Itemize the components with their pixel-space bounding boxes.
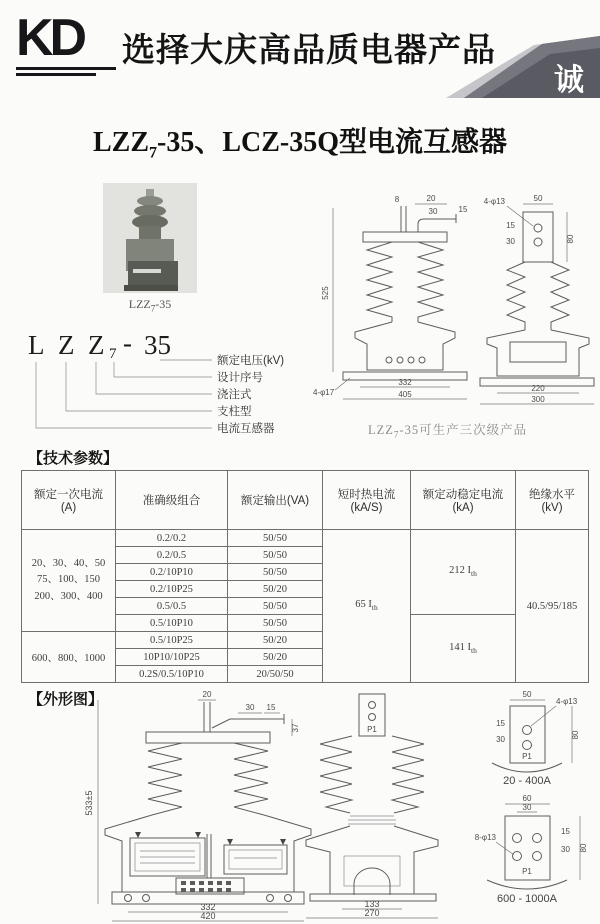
- designation-label-voltage: 额定电压(kV): [217, 355, 285, 367]
- terminal-strip-marks: [181, 881, 231, 892]
- dim-term-8d13: 8-φ13: [474, 833, 496, 842]
- designation-label-series: 设计序号: [217, 372, 263, 384]
- dim-term-l30top: 30: [522, 803, 532, 812]
- primary-group1-line1: 20、30、40、50: [31, 558, 106, 570]
- output-cell: 50/20: [228, 649, 323, 666]
- designation-line-L: [36, 362, 212, 428]
- dim-50: 50: [533, 194, 543, 203]
- dim-8: 8: [394, 195, 400, 204]
- side-terminal-label: P1: [367, 725, 377, 734]
- dim-front-15: 15: [266, 703, 276, 712]
- terminal-small-p1: P1: [522, 752, 532, 761]
- col-primary-current: [22, 471, 116, 530]
- title-model-subscript: 7: [149, 144, 157, 162]
- photo-caption-prefix: LZZ: [128, 297, 151, 311]
- dim-term-50: 50: [522, 690, 532, 699]
- top-drawing-front-view: [313, 194, 468, 399]
- col-accuracy-line1: 准确级组合: [142, 495, 201, 507]
- dim-30-r: 30: [506, 237, 515, 246]
- drw-caption-prefix: LZZ: [368, 423, 394, 437]
- outline-drawings: [0, 688, 600, 924]
- output-cell: 50/50: [228, 547, 323, 564]
- drw-caption-subscript: 7: [393, 429, 400, 440]
- dim-front-30: 30: [245, 703, 255, 712]
- dynamic1-value: 212 I: [449, 565, 472, 577]
- top-drawing-caption: [368, 420, 598, 440]
- outline-heading: 【外形图】: [28, 691, 104, 708]
- designation-label-cast: 浇注式: [217, 389, 252, 401]
- output-cell: 50/50: [228, 564, 323, 581]
- col-thermal: [323, 471, 411, 530]
- banner-character: 诚: [554, 64, 584, 97]
- dynamic2-subscript: th: [471, 646, 477, 656]
- primary-current-group2: 600、800、1000: [22, 632, 116, 683]
- base-bolt-holes: [125, 895, 292, 902]
- model-char-Z1: Z: [58, 330, 75, 360]
- terminal-detail-small: [492, 690, 580, 787]
- col-primary-current-line1: 额定一次电流: [34, 489, 103, 501]
- col-primary-current-line2: (A): [60, 502, 77, 514]
- dynamic-current-cell-1: [411, 530, 516, 615]
- dim-term-s30: 30: [496, 735, 505, 744]
- col-accuracy: [116, 471, 228, 530]
- col-dynamic-line2: (kA): [452, 502, 474, 514]
- thermal-subscript: th: [371, 603, 378, 613]
- dim-side-270: 270: [364, 908, 380, 918]
- top-drawing-side-view: [480, 194, 594, 404]
- terminal-large-caption: 600 - 1000A: [497, 893, 557, 905]
- col-thermal-line1: 短时热电流: [337, 489, 396, 501]
- accuracy-cell: 0.2S/0.5/10P10: [116, 666, 228, 683]
- dim-533: 533±5: [84, 790, 94, 816]
- bolt-markers: [386, 357, 425, 363]
- photo-neck: [139, 226, 161, 240]
- dim-405: 405: [398, 390, 412, 399]
- tech-params-heading: 【技术参数】: [28, 450, 119, 467]
- product-photo: [103, 183, 197, 293]
- corner-banner: [438, 18, 600, 104]
- col-output: [228, 471, 323, 530]
- dim-front-420: 420: [200, 911, 216, 921]
- kd-logo-text: KD: [16, 9, 84, 67]
- dim-holes-4d17: 4-φ17: [313, 388, 335, 397]
- page-title: [0, 120, 600, 163]
- col-insulation: [516, 471, 589, 530]
- dim-term-l80: 80: [579, 843, 588, 853]
- dim-30: 30: [428, 207, 438, 216]
- dim-term-s80: 80: [571, 730, 580, 740]
- col-output-line1: 额定输出(VA): [240, 495, 310, 507]
- col-thermal-line2: (kA/S): [350, 502, 383, 514]
- kd-logo-underline: [16, 67, 116, 76]
- photo-terminal-strip: [133, 269, 161, 273]
- title-model-rest: -35、LCZ-35Q型电流互感器: [157, 127, 508, 158]
- accuracy-cell: 10P10/10P25: [116, 649, 228, 666]
- dim-front-332: 332: [200, 902, 216, 912]
- dim-15-r: 15: [506, 221, 515, 230]
- designation-line-Z1: [66, 362, 212, 411]
- designation-line-7: [114, 362, 212, 377]
- dimension-drawing-top: [305, 190, 600, 416]
- dim-term-l30: 30: [561, 845, 570, 854]
- photo-caption: [100, 297, 200, 313]
- model-char-Z2: Z: [88, 330, 105, 360]
- photo-base-plate: [124, 285, 178, 291]
- col-dynamic: [411, 471, 516, 530]
- model-designation-diagram: [12, 318, 312, 440]
- title-model-prefix: LZZ: [92, 127, 149, 158]
- output-cell: 50/20: [228, 632, 323, 649]
- terminal-detail-large: [475, 794, 588, 905]
- primary-current-group1: [22, 530, 116, 632]
- primary-group1-line3: 200、300、400: [34, 590, 103, 602]
- designation-label-ct: 电流互感器: [217, 423, 275, 435]
- accuracy-cell: 0.5/10P25: [116, 632, 228, 649]
- model-char-7: 7: [109, 346, 117, 362]
- col-dynamic-line1: 额定动稳定电流: [422, 489, 504, 501]
- dynamic-current-cell-2: [411, 615, 516, 683]
- drw-caption-rest: -35可生产三次级产品: [399, 423, 528, 437]
- accuracy-cell: 0.2/0.2: [116, 530, 228, 547]
- model-char-35: 35: [144, 330, 171, 360]
- table-header-row: [22, 471, 589, 530]
- accuracy-cell: 0.5/0.5: [116, 598, 228, 615]
- primary-group1-line2: 75、100、150: [37, 574, 100, 586]
- model-char-dash: -: [123, 328, 132, 358]
- kd-logo: [16, 9, 116, 74]
- dim-term-s15: 15: [496, 719, 505, 728]
- model-char-L: L: [28, 330, 45, 360]
- table-row: [22, 530, 589, 547]
- accuracy-cell: 0.2/0.5: [116, 547, 228, 564]
- thermal-current-cell: [323, 530, 411, 683]
- dim-term-4d13: 4-φ13: [556, 697, 578, 706]
- outline-front-view: [84, 690, 311, 921]
- designation-line-Z2: [96, 362, 212, 394]
- dim-220: 220: [531, 384, 545, 393]
- dim-15: 15: [458, 205, 468, 214]
- output-cell: 50/20: [228, 581, 323, 598]
- terminal-large-p1: P1: [522, 867, 532, 876]
- dim-term-l15: 15: [561, 827, 570, 836]
- col-insulation-line1: 绝缘水平: [529, 489, 575, 501]
- dim-height-525: 525: [321, 286, 330, 300]
- dim-side-133: 133: [364, 899, 380, 909]
- output-cell: 20/50/50: [228, 666, 323, 683]
- output-cell: 50/50: [228, 598, 323, 615]
- dynamic2-value: 141 I: [449, 641, 472, 653]
- photo-caption-rest: -35: [155, 297, 172, 311]
- accuracy-cell: 0.2/10P25: [116, 581, 228, 598]
- dim-332: 332: [398, 378, 412, 387]
- photo-caption-subscript: 7: [150, 303, 156, 314]
- photo-top-knob: [146, 189, 154, 197]
- header-slogan: 选择大庆高品质电器产品: [122, 31, 496, 68]
- dim-300: 300: [531, 395, 545, 404]
- terminal-small-caption: 20 - 400A: [503, 775, 551, 787]
- insulation-cell: 40.5/95/185: [516, 530, 589, 683]
- dim-front-20: 20: [202, 690, 212, 699]
- output-cell: 50/50: [228, 615, 323, 632]
- dim-term-60: 60: [522, 794, 532, 803]
- accuracy-cell: 0.5/10P10: [116, 615, 228, 632]
- col-insulation-line2: (kV): [541, 502, 563, 514]
- thermal-value: 65 I: [355, 599, 372, 611]
- dynamic1-subscript: th: [471, 569, 477, 579]
- dim-20: 20: [426, 194, 436, 203]
- dim-front-37: 37: [291, 723, 300, 733]
- outline-side-view: [306, 694, 438, 918]
- designation-label-post: 支柱型: [217, 406, 252, 418]
- output-cell: 50/50: [228, 530, 323, 547]
- dim-80: 80: [566, 234, 575, 244]
- photo-shed-1: [137, 196, 163, 206]
- tech-params-table: [21, 470, 589, 683]
- dim-holes-4d13: 4-φ13: [483, 197, 505, 206]
- accuracy-cell: 0.2/10P10: [116, 564, 228, 581]
